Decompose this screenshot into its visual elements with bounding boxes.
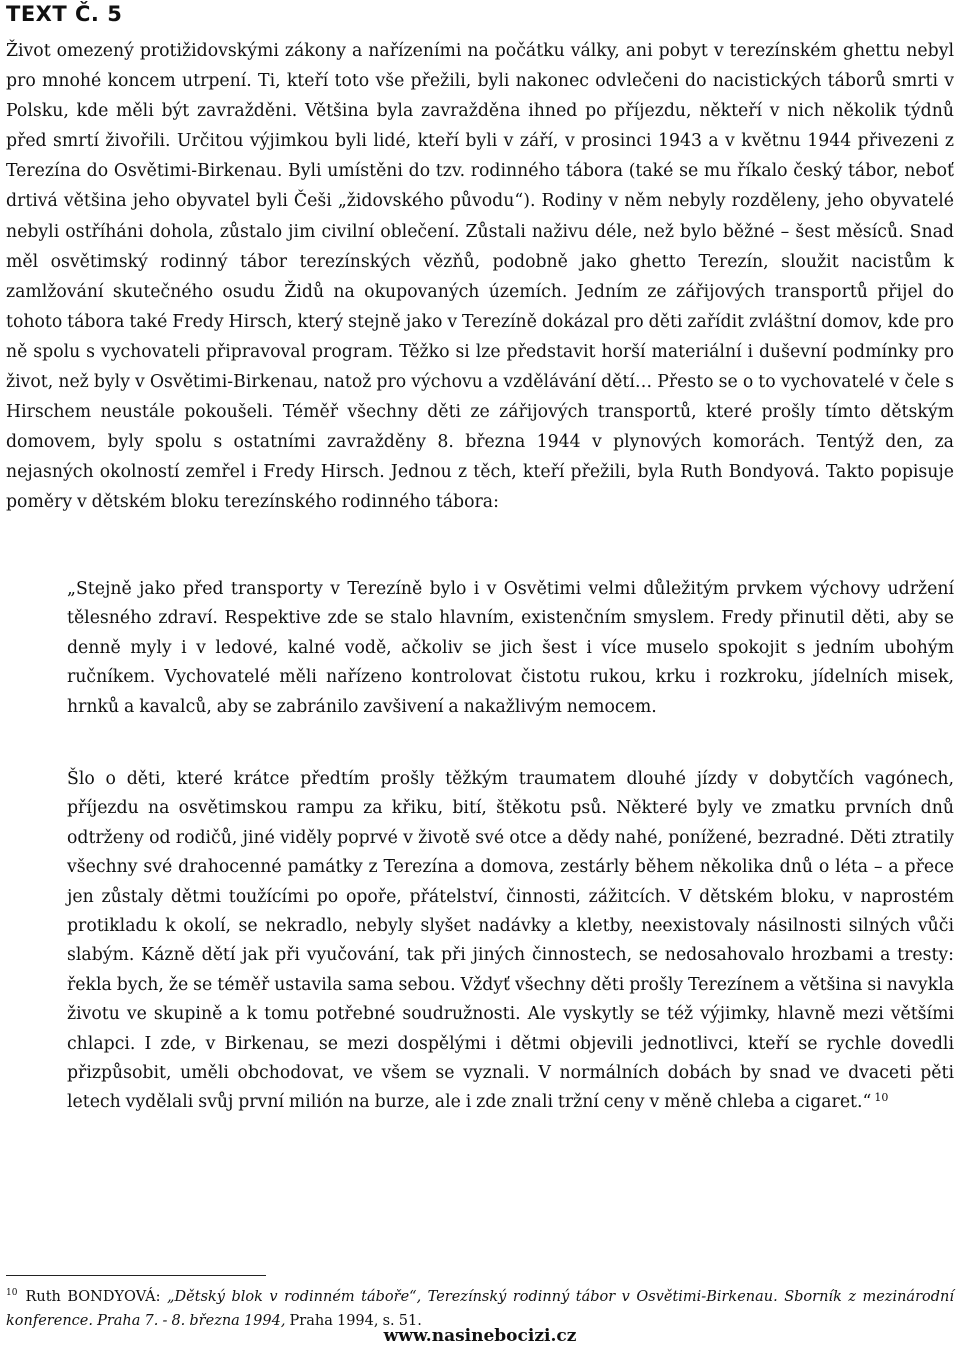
footnote-separator bbox=[6, 1275, 266, 1276]
footnote-publisher: Praha 1994, s. 51. bbox=[285, 1313, 422, 1329]
footnote-number: 10 bbox=[6, 1288, 18, 1299]
website-link[interactable]: www.nasinebocizi.cz bbox=[383, 1326, 577, 1346]
quote-paragraph-2 bbox=[67, 765, 954, 1118]
footnote-title: „Dětský blok v rodinném táboře“, Terezínský rodinný tábor v Osvětimi-Birkenau. Sborník z mezinárodní konference. Praha 7. - 8. března 1994, bbox=[6, 1289, 954, 1329]
quote-paragraph-2-text: Šlo o děti, které krátce předtím prošly těžkým traumatem dlouhé jízdy v dobytčích vagónech, příjezdu na osvětimskou rampu za křiku, bití, štěkotu psů. Některé byly ve zmatku prvních dnů odtrženy od rodičů, jiné viděly poprvé v životě své otce a dědy nahé, ponížené, bezradné. Děti ztratily všechny své drahocenné památky z Terezína a domova, zestárly během několika dnů o léta – a přece jen zůstaly dětmi toužícími po opoře, přátelství, činnosti, zážitcích. V dětském bloku, v naprostém protikladu k okolí, se nekradlo, nebyly slyšet nadávky a kletby, neexistovaly násilnosti silných vůči slabým. Kázně dětí jak při vyučování, tak při jiných činnostech, se nedosahovalo hrozbami a tresty: řekla bych, že se téměř ustavila sama sebou. Vždyť všechny děti prošly Terezínem a většina si navykla životu ve skupině a k tomu potřebné soudružnosti. Ale vyskytly se též výjimky, hlavně mezi většími chlapci. I zde, v Birkenau, se mezi dospělými i dětmi objevili jednotlivci, kteří se rychle dovedli přizpůsobit, uměli obchodovat, ve všem se vyznali. V normálních dobách by snad ve dvaceti pěti letech vydělali svůj první milión na burze, ale i zde znali tržní ceny v měně chleba a cigaret.“ bbox=[67, 769, 954, 1113]
intro-paragraph: Život omezený protižidovskými zákony a nařízeními na počátku války, ani pobyt v terezínském ghettu nebyl pro mnohé koncem utrpení. Ti, kteří toto vše přežili, byli nakonec odvlečeni do nacistických táborů smrti v Polsku, kde měli být zavražděni. Většina byla zavražděna ihned po příjezdu, někteří v nich několik týdnů před smrtí živořili. Určitou výjimkou byli lidé, kteří byli v září, v prosinci 1943 a v květnu 1944 přivezeni z Terezína do Osvětimi-Birkenau. Byli umístěni do tzv. rodinného tábora (také se mu říkalo český tábor, neboť drtivá většina jeho obyvatel byli Češi „židovského původu“). Rodiny v něm nebyly rozděleny, jeho obyvatelé nebyli ostříháni dohola, zůstalo jim civilní oblečení. Zůstali naživu déle, než bylo běžné – šest měsíců. Snad měl osvětimský rodinný tábor terezínských vězňů, podobně jako ghetto Terezín, sloužit nacistům k zamlžování skutečného osudu Židů na okupovaných územích. Jedním ze zářijových transportů přijel do tohoto tábora také Fredy Hirsch, který stejně jako v Terezíně dokázal pro děti zařídit zvláštní domov, kde pro ně spolu s vychovateli připravoval program. Těžko si lze představit horší materiální i duševní podmínky pro život, než byly v Osvětimi-Birkenau, natož pro výchovu a vzdělávání dětí… Přesto se o to vychovatelé v čele s Hirschem neustále pokoušeli. Téměř všechny děti ze zářijových transportů, které prošly tímto dětským domovem, byly spolu s ostatními zavražděny 8. března 1944 v plynových komorách. Tentýž den, za nejasných okolností zemřel i Fredy Hirsch. Jednou z těch, kteří přežili, byla Ruth Bondyová. Takto popisuje poměry v dětském bloku terezínského rodinného tábora: bbox=[6, 41, 954, 513]
quote-paragraph-1: „Stejně jako před transporty v Terezíně bylo i v Osvětimi velmi důležitým prvkem výchovy udržení tělesného zdraví. Respektive zde se stalo hlavním, existenčním smyslem. Fredy přinutil děti, aby se denně myly i v ledové, kalné vodě, ačkoliv se jich šest i více muselo spokojit s jedním ubohým ručníkem. Vychovatelé měli nařízeno kontrolovat čistotu rukou, krku i rozkroku, jídelních misek, hrnků a kavalců, aby se zabránilo zavšivení a nakažlivým nemocem. bbox=[67, 579, 954, 717]
footnote-reference[interactable]: 10 bbox=[874, 1090, 889, 1104]
page-heading: TEXT Č. 5 bbox=[6, 2, 123, 26]
footnote-author: Ruth BONDYOVÁ: bbox=[25, 1289, 168, 1305]
